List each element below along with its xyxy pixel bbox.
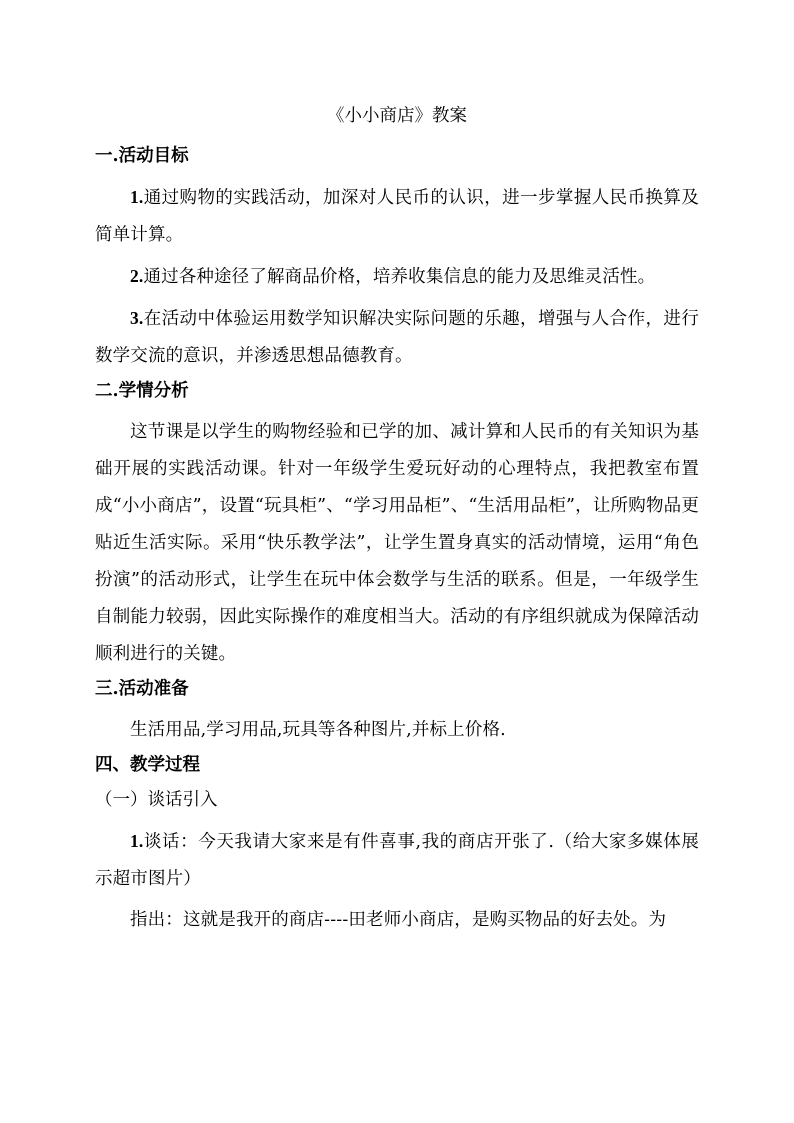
- paragraph: [95, 179, 699, 254]
- subsection-heading: （一）谈话引入: [95, 790, 218, 810]
- paragraph: [95, 300, 699, 375]
- paragraph-number: 3.: [130, 308, 144, 328]
- paragraph: 生活用品,学习用品,玩具等各种图片,并标上价格.: [130, 720, 506, 740]
- paragraph-text: 谈话：今天我请大家来是有件喜事,我的商店开张了.（给大家多媒体展示超市图片）: [95, 832, 699, 889]
- document-title: 《小小商店》教案: [327, 106, 467, 126]
- paragraph-number: 2.: [130, 266, 144, 286]
- paragraph: 指出：这就是我开的商店----田老师小商店，是购买物品的好去处。为: [130, 910, 667, 930]
- paragraph-number: 1.: [130, 187, 144, 207]
- paragraph-number: 1.: [130, 831, 144, 851]
- section-heading-goals: 一.活动目标: [95, 146, 189, 166]
- paragraph-text: 在活动中体验运用数学知识解决实际问题的乐趣，增强与人合作，进行数学交流的意识，并渗透思想品德教育。: [95, 309, 699, 366]
- paragraph: [95, 823, 699, 898]
- section-heading-analysis: 二.学情分析: [95, 381, 189, 401]
- paragraph: 这节课是以学生的购物经验和已学的加、减计算和人民币的有关知识为基础开展的实践活动课。针对一年级学生爱玩好动的心理特点，我把教室布置成“小小商店”，设置“玩具柜”、“学习用品柜”、“生活用品柜”，让所购物品更贴近生活实际。采用“快乐教学法”，让学生置身真实的活动情境，运用“角色扮演”的活动形式，让学生在玩中体会数学与生活的联系。但是，一年级学生自制能力较弱，因此实际操作的难度相当大。活动的有序组织就成为保障活动顺利进行的关键。: [95, 422, 699, 664]
- paragraph-text: 通过各种途径了解商品价格，培养收集信息的能力及思维灵活性。: [143, 267, 656, 287]
- section-heading-process: 四、教学过程: [95, 755, 200, 775]
- section-heading-preparation: 三.活动准备: [95, 679, 189, 699]
- paragraph: [95, 258, 699, 296]
- paragraph-text: 通过购物的实践活动，加深对人民币的认识，进一步掌握人民币换算及简单计算。: [95, 188, 699, 245]
